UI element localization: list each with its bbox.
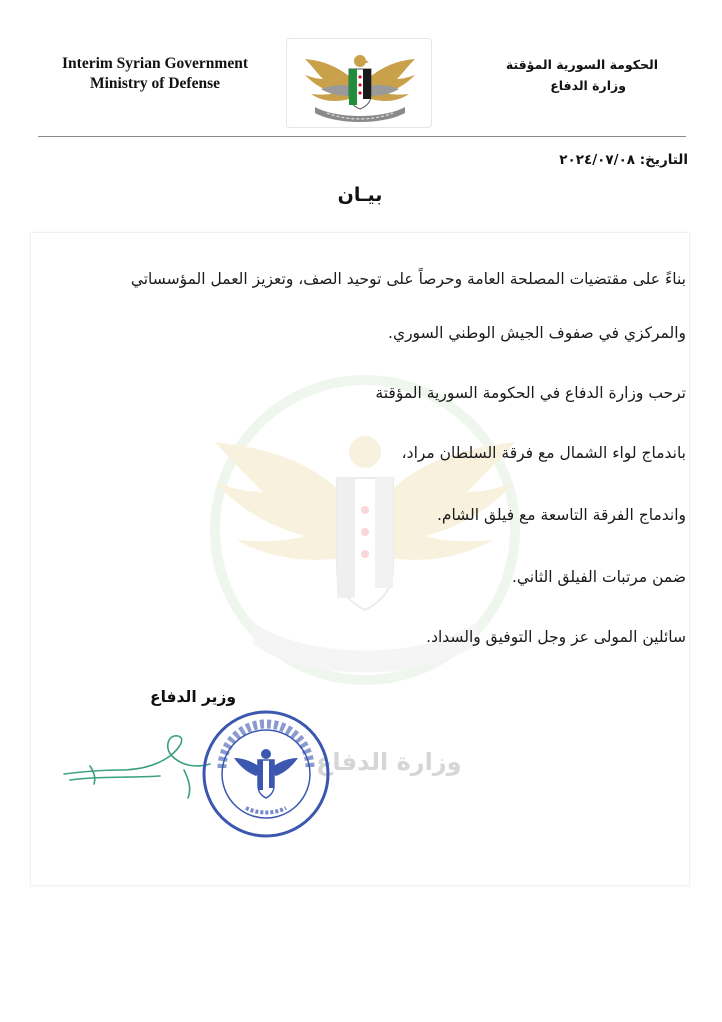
paragraph-7: سائلين المولى عز وجل التوفيق والسداد. bbox=[426, 628, 686, 646]
paragraph-5: واندماج الفرقة التاسعة مع فيلق الشام. bbox=[436, 506, 686, 524]
paragraph-2: والمركزي في صفوف الجيش الوطني السوري. bbox=[388, 324, 686, 342]
paragraph-6: ضمن مرتبات الفيلق الثاني. bbox=[511, 568, 686, 586]
ministry-logo bbox=[286, 38, 432, 128]
signer-title: وزير الدفاع bbox=[150, 688, 237, 706]
header-english bbox=[40, 54, 270, 94]
document-date: التاريخ: ٢٠٢٤/٠٧/٠٨ bbox=[559, 152, 688, 168]
header-divider bbox=[38, 136, 686, 137]
paragraph-3: ترحب وزارة الدفاع في الحكومة السورية المؤقتة bbox=[375, 384, 686, 402]
paragraph-4: باندماج لواء الشمال مع فرقة السلطان مراد، bbox=[401, 444, 686, 462]
official-stamp-icon bbox=[200, 708, 332, 840]
document-title: بيـان bbox=[337, 184, 383, 206]
header-arabic-line2: وزارة الدفاع bbox=[550, 78, 626, 93]
header-arabic-line1: الحكومة السورية المؤقتة bbox=[505, 57, 658, 72]
paragraph-1: بناءً على مقتضيات المصلحة العامة وحرصاً على توحيد الصف، وتعزيز العمل المؤسساتي bbox=[130, 270, 686, 288]
header-english-line1: Interim Syrian Government bbox=[62, 55, 248, 72]
header-english-line2: Ministry of Defense bbox=[90, 75, 220, 92]
eagle-emblem-icon bbox=[287, 39, 433, 129]
watermark-emblem-icon bbox=[175, 360, 555, 720]
header-arabic bbox=[458, 54, 658, 96]
watermark-ministry-text: وزارة الدفاع bbox=[316, 748, 462, 776]
